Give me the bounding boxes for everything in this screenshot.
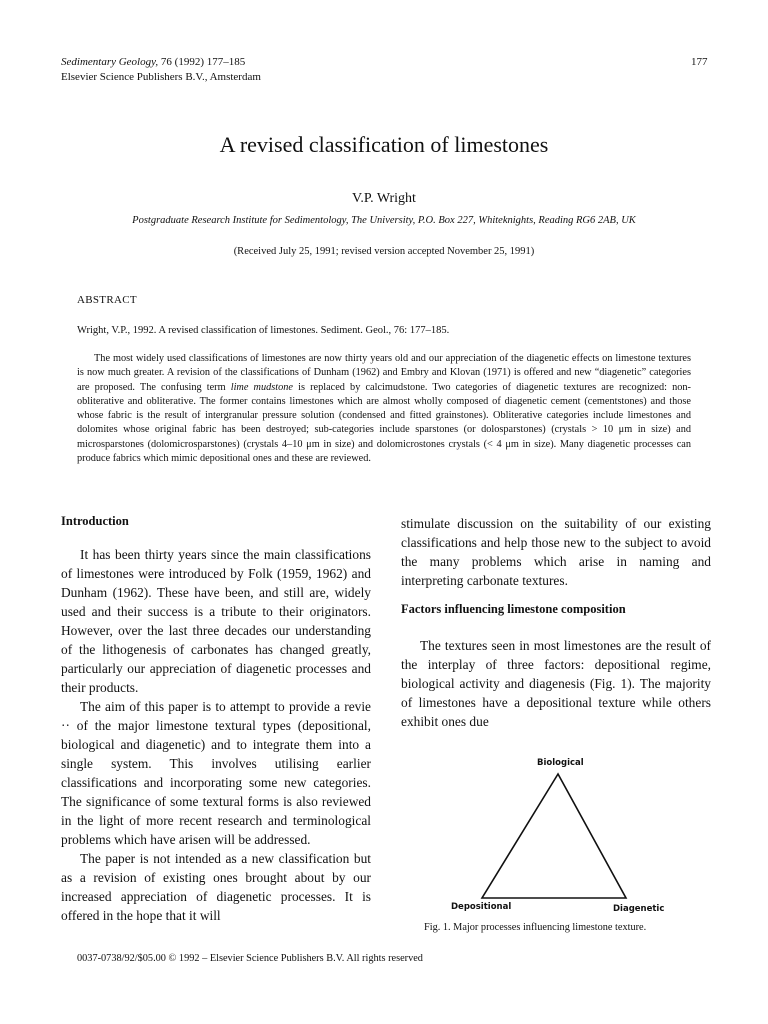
received-dates: (Received July 25, 1991; revised version accepted November 25, 1991) [233,246,535,257]
abstract-term: lime mudstone [230,381,294,393]
publisher-line: Elsevier Science Publishers B.V., Amsterdam [61,71,261,83]
intro-paragraph-2: The aim of this paper is to attempt to provide a revie ·· of the major limestone textural types (depositional, biological and diagenetic) and to integrate them into a single system. This involves utilising earlier classifications and incorporating some new categories. The significance of some textural forms is also reviewed in the light of more recent research and terminological problems which have arisen will be addressed. [61,699,371,847]
introduction-heading: Introduction [61,514,129,528]
factors-body [401,636,711,731]
abstract-heading: ABSTRACT [77,294,137,306]
abstract-text-2: is replaced by calcimudstone. Two categories of diagenetic textures are recognized: non-obliterative and obliterative. The former contains limestones which are almost wholly composed of diagenetic cement (cementstones) and those whose fabric is the result of intergranular pressure solution (condensed and fitted grainstones). Obliterative categories include limestones and dolomites whose original fabric has been destroyed; sub-categories include sparstones (or dolosparstones) (crystals > 10 μm in size) and microsparstones (dolomicrosparstones) (crystals 4–10 μm in size) and dolomicrostones crystals (< 4 μm in size). Many diagenetic processes can produce fabrics which mimic depositional ones and these are reviewed. [77,381,691,465]
figure-1-caption: Fig. 1. Major processes influencing limestone texture. [424,922,647,933]
journal-citation [61,55,245,69]
right-column-body [401,514,711,590]
intro-paragraph-3: The paper is not intended as a new classification but as a revision of existing ones brought about by our increased appreciation of diagenetic processes. It is offered in the hope that it will [61,851,371,923]
abstract-citation: Wright, V.P., 1992. A revised classification of limestones. Sediment. Geol., 76: 177–185. [77,325,450,336]
figure-label-diagenetic: Diagenetic [613,904,665,914]
page-number: 177 [691,56,708,68]
figure-1-triangle [470,770,630,905]
abstract-body [77,352,691,466]
journal-name: Sedimentary Geology, [61,56,159,68]
journal-volume: 76 (1992) 177–185 [158,56,246,68]
author-name: V.P. Wright [352,191,416,206]
paper-title: A revised classification of limestones [219,132,549,157]
continued-paragraph: stimulate discussion on the suitability of our existing classifications and help those new to the subject to avoid the many problems which arise in naming and interpreting carbonate textures. [401,516,711,588]
intro-paragraph-1: It has been thirty years since the main classifications of limestones were introduced by Folk (1959, 1962) and Dunham (1962). These have been, and still are, widely used and their success is a tribute to their originators. However, over the last three decades our understanding of the lithogenesis of carbonates has changed greatly, particularly our appreciation of diagenetic processes and their products. [61,547,371,695]
author-affiliation: Postgraduate Research Institute for Sedimentology, The University, P.O. Box 227, Whiteknights, Reading RG6 2AB, UK [132,215,636,226]
process-triangle [482,774,626,898]
copyright-footer: 0037-0738/92/$05.00 © 1992 – Elsevier Science Publishers B.V. All rights reserved [77,953,423,964]
figure-label-biological: Biological [537,758,584,768]
left-column-body [61,545,371,925]
factors-heading: Factors influencing limestone composition [401,602,626,616]
factors-paragraph: The textures seen in most limestones are the result of the interplay of three factors: depositional regime, biological activity and diagenesis (Fig. 1). The majority of limestones have a depositional texture while others exhibit ones due [401,638,711,729]
figure-label-depositional: Depositional [451,902,512,912]
abstract-text-1: The most widely used classifications of limestones are now thirty years old and our appreciation of the diagenetic effects on limestone textures is now much greater. A revision of the classifications of Dunham (1962) and Embry and Klovan (1971) is offered and new “diagenetic” categories are proposed. The confusing term [77,353,691,393]
